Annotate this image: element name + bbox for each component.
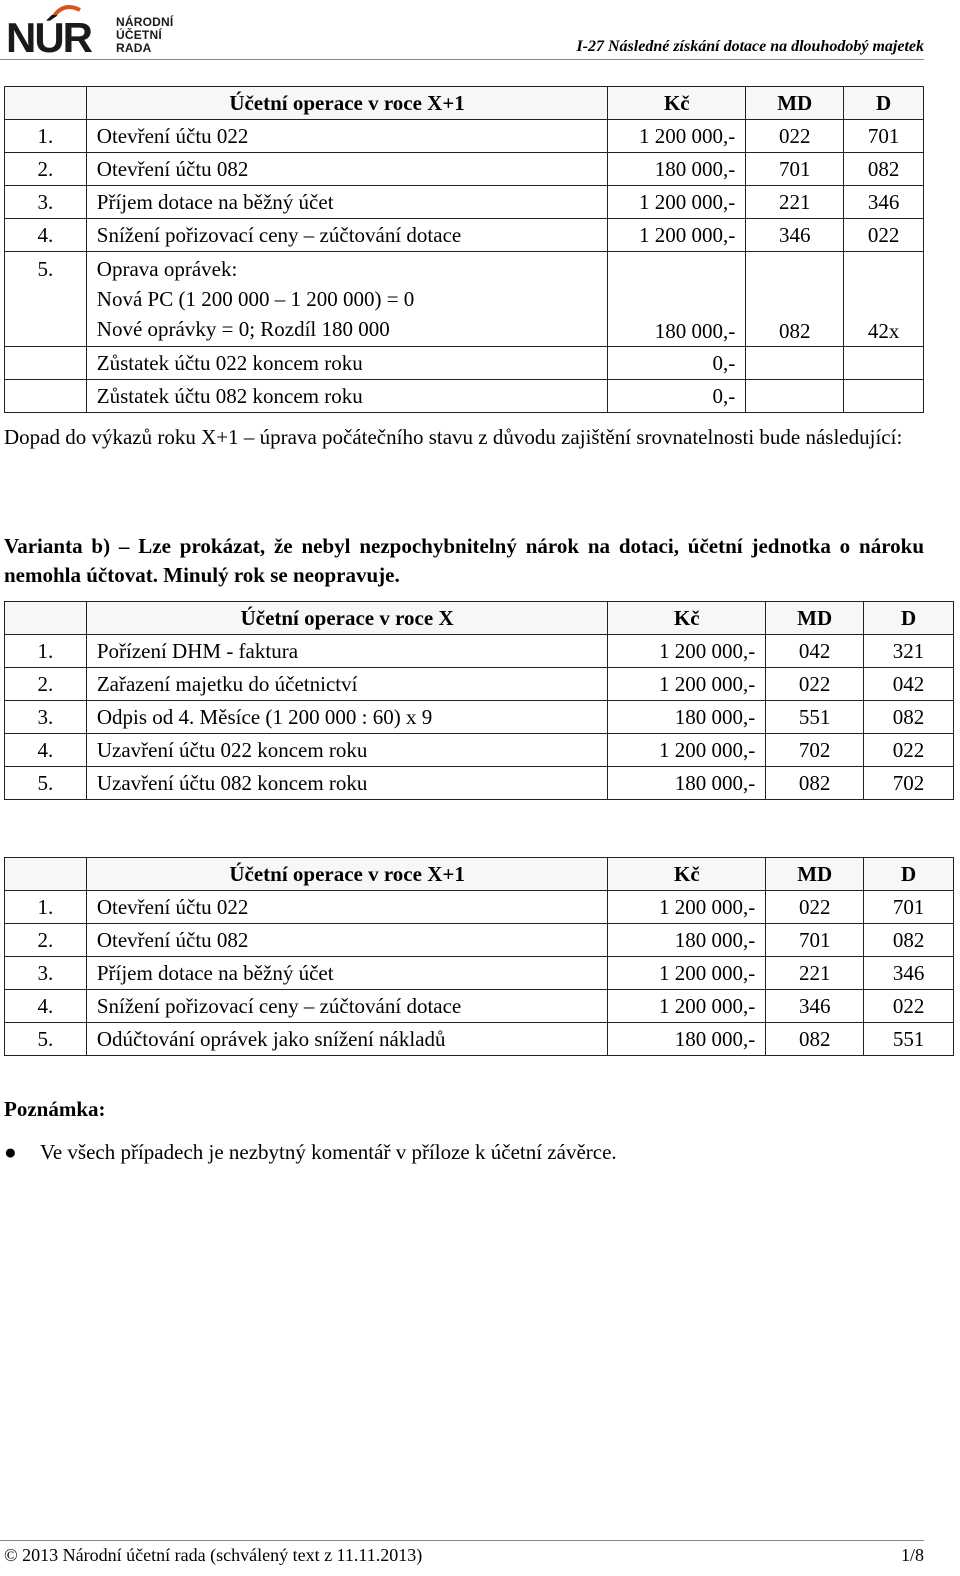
header-cell: D — [864, 602, 954, 635]
debit-cell: 082 — [766, 767, 864, 800]
table-operations-x1-variant-a — [4, 86, 924, 413]
operation-cell: Otevření účtu 022 — [86, 120, 608, 153]
note-bullet-text: Ve všech případech je nezbytný komentář v příloze k účetní závěrce. — [40, 1140, 617, 1164]
logo-line: RADA — [116, 41, 152, 55]
footer-copyright: © 2013 Národní účetní rada (schválený text z 11.11.2013) — [4, 1545, 423, 1565]
header-cell: D — [844, 87, 924, 120]
table-row — [5, 668, 954, 701]
table-row — [5, 219, 924, 252]
nur-logo-mark — [6, 4, 116, 56]
table-operations-x — [4, 601, 954, 800]
empty-cell — [5, 380, 87, 413]
table-row — [5, 1023, 954, 1056]
row-number: 5. — [5, 252, 87, 347]
empty-cell — [5, 347, 87, 380]
table-row — [5, 957, 954, 990]
operation-cell: Otevření účtu 082 — [86, 153, 608, 186]
row-number: 4. — [5, 219, 87, 252]
credit-cell: 082 — [844, 153, 924, 186]
note-heading: Poznámka: — [4, 1097, 106, 1121]
header-cell: Kč — [608, 87, 746, 120]
amount-cell: 1 200 000,- — [608, 990, 766, 1023]
debit-cell: 082 — [746, 252, 844, 347]
row-number: 5. — [5, 767, 87, 800]
debit-cell: 042 — [766, 635, 864, 668]
row-number: 3. — [5, 957, 87, 990]
amount-cell: 1 200 000,- — [608, 186, 746, 219]
bullet-icon: ● — [4, 1140, 17, 1164]
header-cell: Kč — [608, 858, 766, 891]
row-number: 2. — [5, 153, 87, 186]
operation-cell: Zůstatek účtu 082 koncem roku — [86, 380, 608, 413]
credit-cell: 321 — [864, 635, 954, 668]
amount-cell: 1 200 000,- — [608, 734, 766, 767]
header-cell — [5, 602, 87, 635]
amount-cell: 1 200 000,- — [608, 957, 766, 990]
table-row — [5, 380, 924, 413]
credit-cell: 42x — [844, 252, 924, 347]
credit-cell: 346 — [844, 186, 924, 219]
note-bullet-item — [4, 1140, 617, 1165]
debit-cell: 701 — [766, 924, 864, 957]
row-number: 1. — [5, 120, 87, 153]
debit-cell: 221 — [746, 186, 844, 219]
logo-wordmark — [116, 16, 173, 55]
credit-cell: 701 — [844, 120, 924, 153]
table-header-row — [5, 602, 954, 635]
header-cell: D — [864, 858, 954, 891]
amount-cell: 1 200 000,- — [608, 891, 766, 924]
table-row — [5, 347, 924, 380]
row-number: 1. — [5, 635, 87, 668]
operation-line: Nové oprávky = 0; Rozdíl 180 000 — [96, 317, 390, 341]
table-header-row — [5, 858, 954, 891]
operation-cell: Snížení pořizovací ceny – zúčtování dotace — [86, 990, 608, 1023]
amount-cell: 0,- — [608, 380, 746, 413]
empty-cell — [844, 380, 924, 413]
operation-cell: Příjem dotace na běžný účet — [86, 186, 608, 219]
amount-cell: 180 000,- — [608, 153, 746, 186]
table-row — [5, 635, 954, 668]
operation-cell — [86, 252, 608, 347]
debit-cell: 022 — [766, 668, 864, 701]
table-row — [5, 701, 954, 734]
empty-cell — [746, 347, 844, 380]
debit-cell: 346 — [766, 990, 864, 1023]
operation-cell: Odúčtování oprávek jako snížení nákladů — [86, 1023, 608, 1056]
debit-cell: 551 — [766, 701, 864, 734]
row-number: 5. — [5, 1023, 87, 1056]
credit-cell: 082 — [864, 701, 954, 734]
table-row — [5, 767, 954, 800]
debit-cell: 702 — [766, 734, 864, 767]
table-operations-x1-variant-b — [4, 857, 954, 1056]
header-cell — [5, 858, 87, 891]
header-cell: Účetní operace v roce X+1 — [86, 87, 608, 120]
table-row — [5, 891, 954, 924]
amount-cell: 1 200 000,- — [608, 219, 746, 252]
amount-cell: 0,- — [608, 347, 746, 380]
operation-cell: Snížení pořizovací ceny – zúčtování dotace — [86, 219, 608, 252]
amount-cell: 180 000,- — [608, 701, 766, 734]
credit-cell: 022 — [864, 734, 954, 767]
debit-cell: 221 — [766, 957, 864, 990]
operation-cell: Odpis od 4. Měsíce (1 200 000 : 60) x 9 — [86, 701, 608, 734]
operation-line: Nová PC (1 200 000 – 1 200 000) = 0 — [96, 287, 415, 311]
empty-cell — [844, 347, 924, 380]
table-row — [5, 186, 924, 219]
amount-cell: 180 000,- — [608, 767, 766, 800]
empty-cell — [746, 380, 844, 413]
row-number: 4. — [5, 990, 87, 1023]
table-row — [5, 153, 924, 186]
operation-cell: Uzavření účtu 022 koncem roku — [86, 734, 608, 767]
row-number: 2. — [5, 924, 87, 957]
debit-cell: 082 — [766, 1023, 864, 1056]
header-cell — [5, 87, 87, 120]
credit-cell: 701 — [864, 891, 954, 924]
table-header-row — [5, 87, 924, 120]
amount-cell: 180 000,- — [608, 924, 766, 957]
credit-cell: 042 — [864, 668, 954, 701]
header-cell: Kč — [608, 602, 766, 635]
header-cell: MD — [766, 602, 864, 635]
amount-cell: 180 000,- — [608, 252, 746, 347]
table-row — [5, 734, 954, 767]
operation-cell: Příjem dotace na běžný účet — [86, 957, 608, 990]
header-cell: Účetní operace v roce X — [86, 602, 608, 635]
debit-cell: 022 — [746, 120, 844, 153]
header-cell: MD — [746, 87, 844, 120]
document-title: I-27 Následné získání dotace na dlouhodobý majetek — [576, 38, 924, 55]
credit-cell: 082 — [864, 924, 954, 957]
operation-line: Oprava oprávek: — [96, 257, 238, 281]
row-number: 1. — [5, 891, 87, 924]
operation-cell: Uzavření účtu 082 koncem roku — [86, 767, 608, 800]
header-divider — [0, 59, 924, 60]
footer-divider — [0, 1540, 924, 1541]
page-number: 1/8 — [900, 1545, 924, 1565]
debit-cell: 022 — [766, 891, 864, 924]
header-cell: MD — [766, 858, 864, 891]
row-number: 3. — [5, 186, 87, 219]
paragraph-impact: Dopad do výkazů roku X+1 – úprava počátečního stavu z důvodu zajištění srovnatelnosti bude následující: — [4, 425, 903, 449]
table-row — [5, 990, 954, 1023]
table-row — [5, 924, 954, 957]
credit-cell: 702 — [864, 767, 954, 800]
nur-logo — [6, 4, 186, 56]
logo-line: ÚČETNÍ — [116, 28, 162, 42]
debit-cell: 346 — [746, 219, 844, 252]
credit-cell: 022 — [844, 219, 924, 252]
operation-cell: Zůstatek účtu 022 koncem roku — [86, 347, 608, 380]
amount-cell: 1 200 000,- — [608, 635, 766, 668]
operation-cell: Pořízení DHM - faktura — [86, 635, 608, 668]
table-row — [5, 120, 924, 153]
table-row — [5, 252, 924, 347]
amount-cell: 1 200 000,- — [608, 668, 766, 701]
row-number: 2. — [5, 668, 87, 701]
debit-cell: 701 — [746, 153, 844, 186]
operation-cell: Otevření účtu 022 — [86, 891, 608, 924]
amount-cell: 1 200 000,- — [608, 120, 746, 153]
credit-cell: 346 — [864, 957, 954, 990]
operation-cell: Zařazení majetku do účetnictví — [86, 668, 608, 701]
credit-cell: 551 — [864, 1023, 954, 1056]
operation-cell: Otevření účtu 082 — [86, 924, 608, 957]
logo-letters: NÚR — [6, 14, 91, 56]
credit-cell: 022 — [864, 990, 954, 1023]
row-number: 3. — [5, 701, 87, 734]
logo-line: NÁRODNÍ — [116, 15, 174, 29]
paragraph-variant-b: Varianta b) – Lze prokázat, že nebyl nezpochybnitelný nárok na dotaci, účetní jednotka o nároku nemohla účtovat. Minulý rok se neopravuje. — [4, 534, 924, 587]
row-number: 4. — [5, 734, 87, 767]
header-cell: Účetní operace v roce X+1 — [86, 858, 608, 891]
amount-cell: 180 000,- — [608, 1023, 766, 1056]
